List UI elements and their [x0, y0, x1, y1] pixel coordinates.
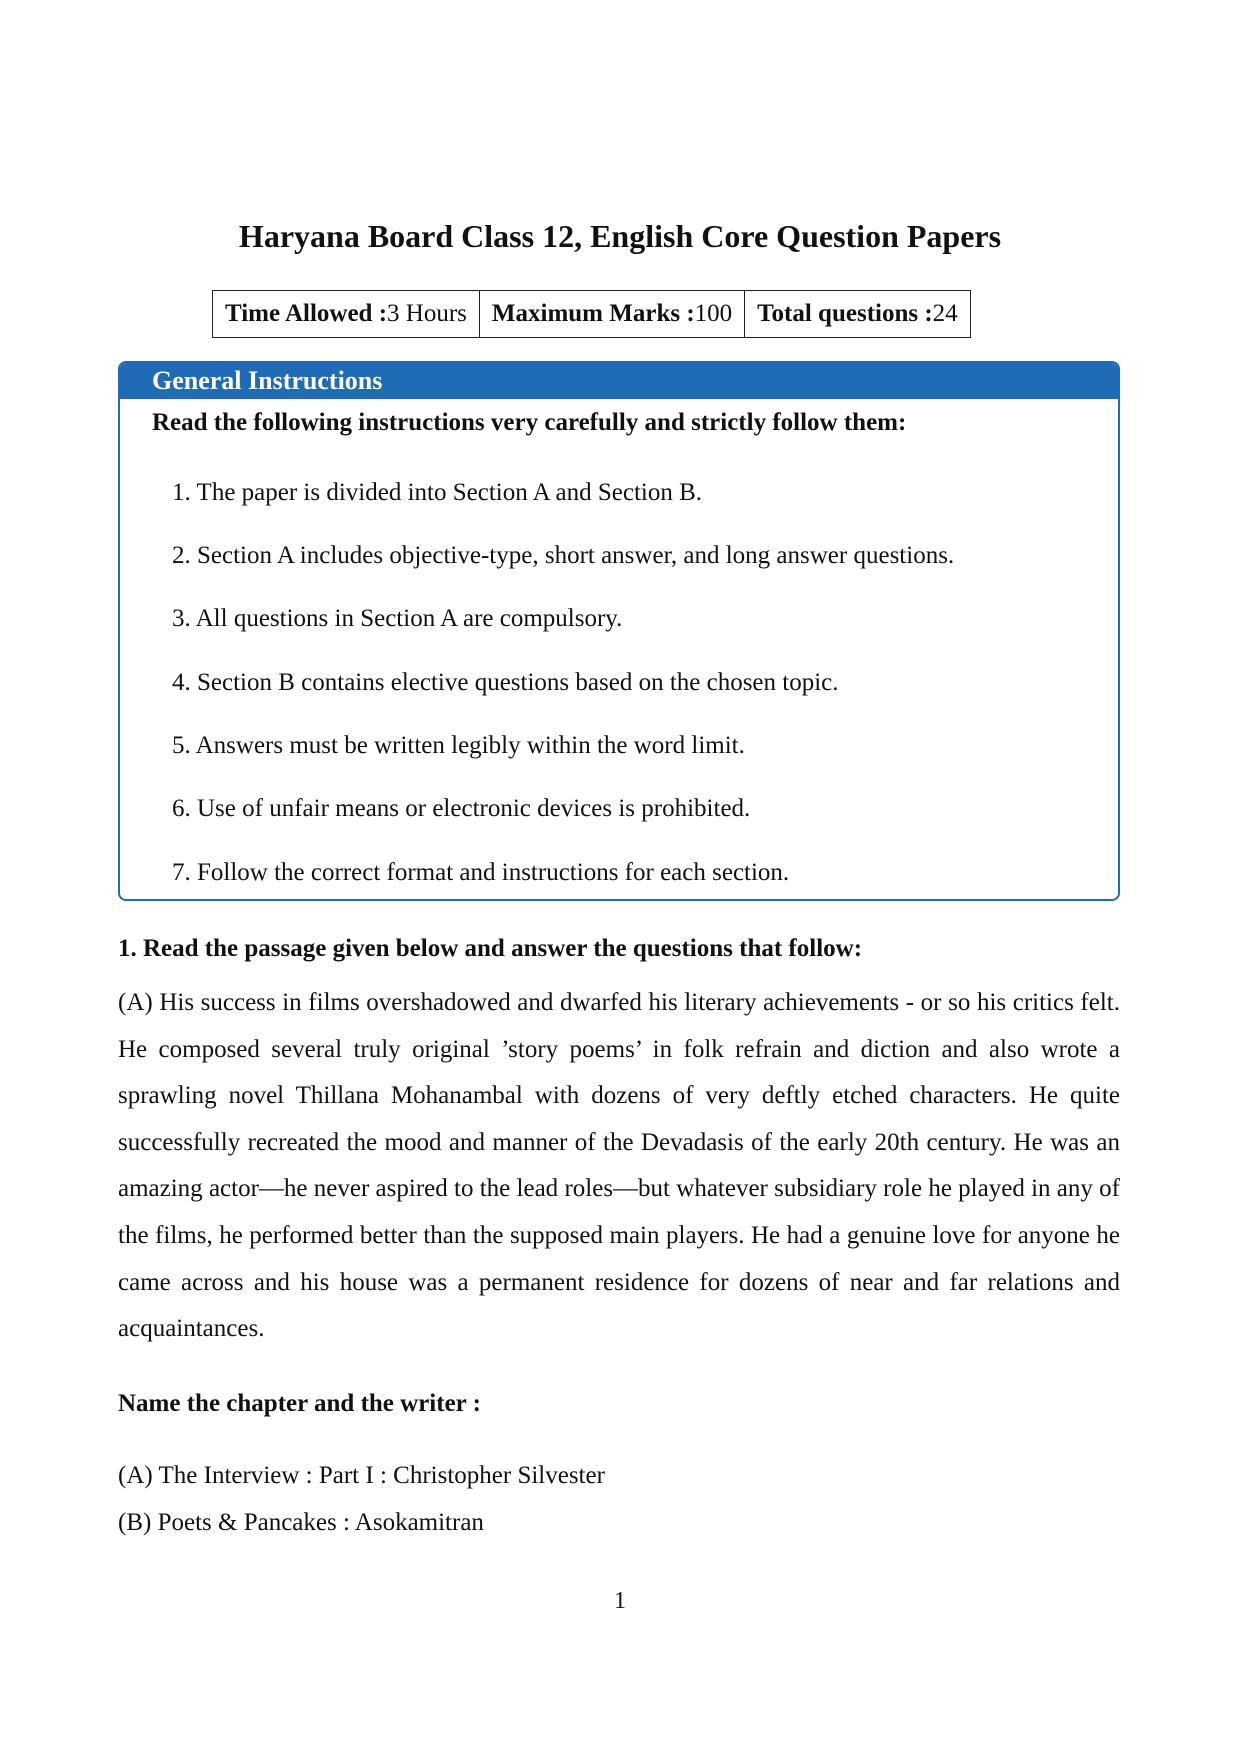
page-number: 1 [614, 1588, 626, 1614]
question-subprompt: Name the chapter and the writer : [118, 1390, 481, 1417]
passage-text: (A) His success in films overshadowed and dwarfed his literary achievements - or so his critics felt. He composed several truly original ’story poems’ in folk refrain and diction and also wrote a sprawling novel Thillana Mohanambal with dozens of very deftly etched characters. He quite successfully recreated the mood and manner of the Devadasis of the early 20th century. He was an amazing actor—he never aspired to the lead roles—but whatever subsidiary role he played in any of the films, he performed better than the supposed main players. He had a genuine love for anyone he came across and his house was a permanent residence for dozens of near and far relations and acquaintances. [118, 989, 1120, 1343]
total-questions: Total questions :24 [745, 291, 971, 338]
exam-meta-table [212, 290, 971, 338]
maximum-marks: Maximum Marks :100 [479, 291, 744, 338]
instruction-item: 5. Answers must be written legibly within the word limit. [172, 732, 745, 759]
instruction-item: 7. Follow the correct format and instructions for each section. [172, 859, 790, 886]
instructions-heading: General Instructions [120, 363, 1118, 399]
instruction-item: 2. Section A includes objective-type, short answer, and long answer questions. [172, 542, 955, 569]
instruction-item: 4. Section B contains elective questions based on the chosen topic. [172, 669, 839, 696]
page-title: Haryana Board Class 12, English Core Question Papers [238, 218, 1002, 254]
instruction-item: 3. All questions in Section A are compulsory. [172, 605, 623, 632]
instructions-intro: Read the following instructions very carefully and strictly follow them: [152, 409, 907, 436]
instruction-item: 6. Use of unfair means or electronic devices is prohibited. [172, 795, 751, 822]
answer-a: (A) The Interview : Part I : Christopher Silvester [118, 1462, 605, 1489]
time-allowed: Time Allowed :3 Hours [213, 291, 480, 338]
answer-b: (B) Poets & Pancakes : Asokamitran [118, 1509, 484, 1536]
question-prompt: 1. Read the passage given below and answer the questions that follow: [118, 935, 863, 962]
general-instructions-box [118, 361, 1120, 901]
instruction-item: 1. The paper is divided into Section A and Section B. [172, 479, 703, 506]
